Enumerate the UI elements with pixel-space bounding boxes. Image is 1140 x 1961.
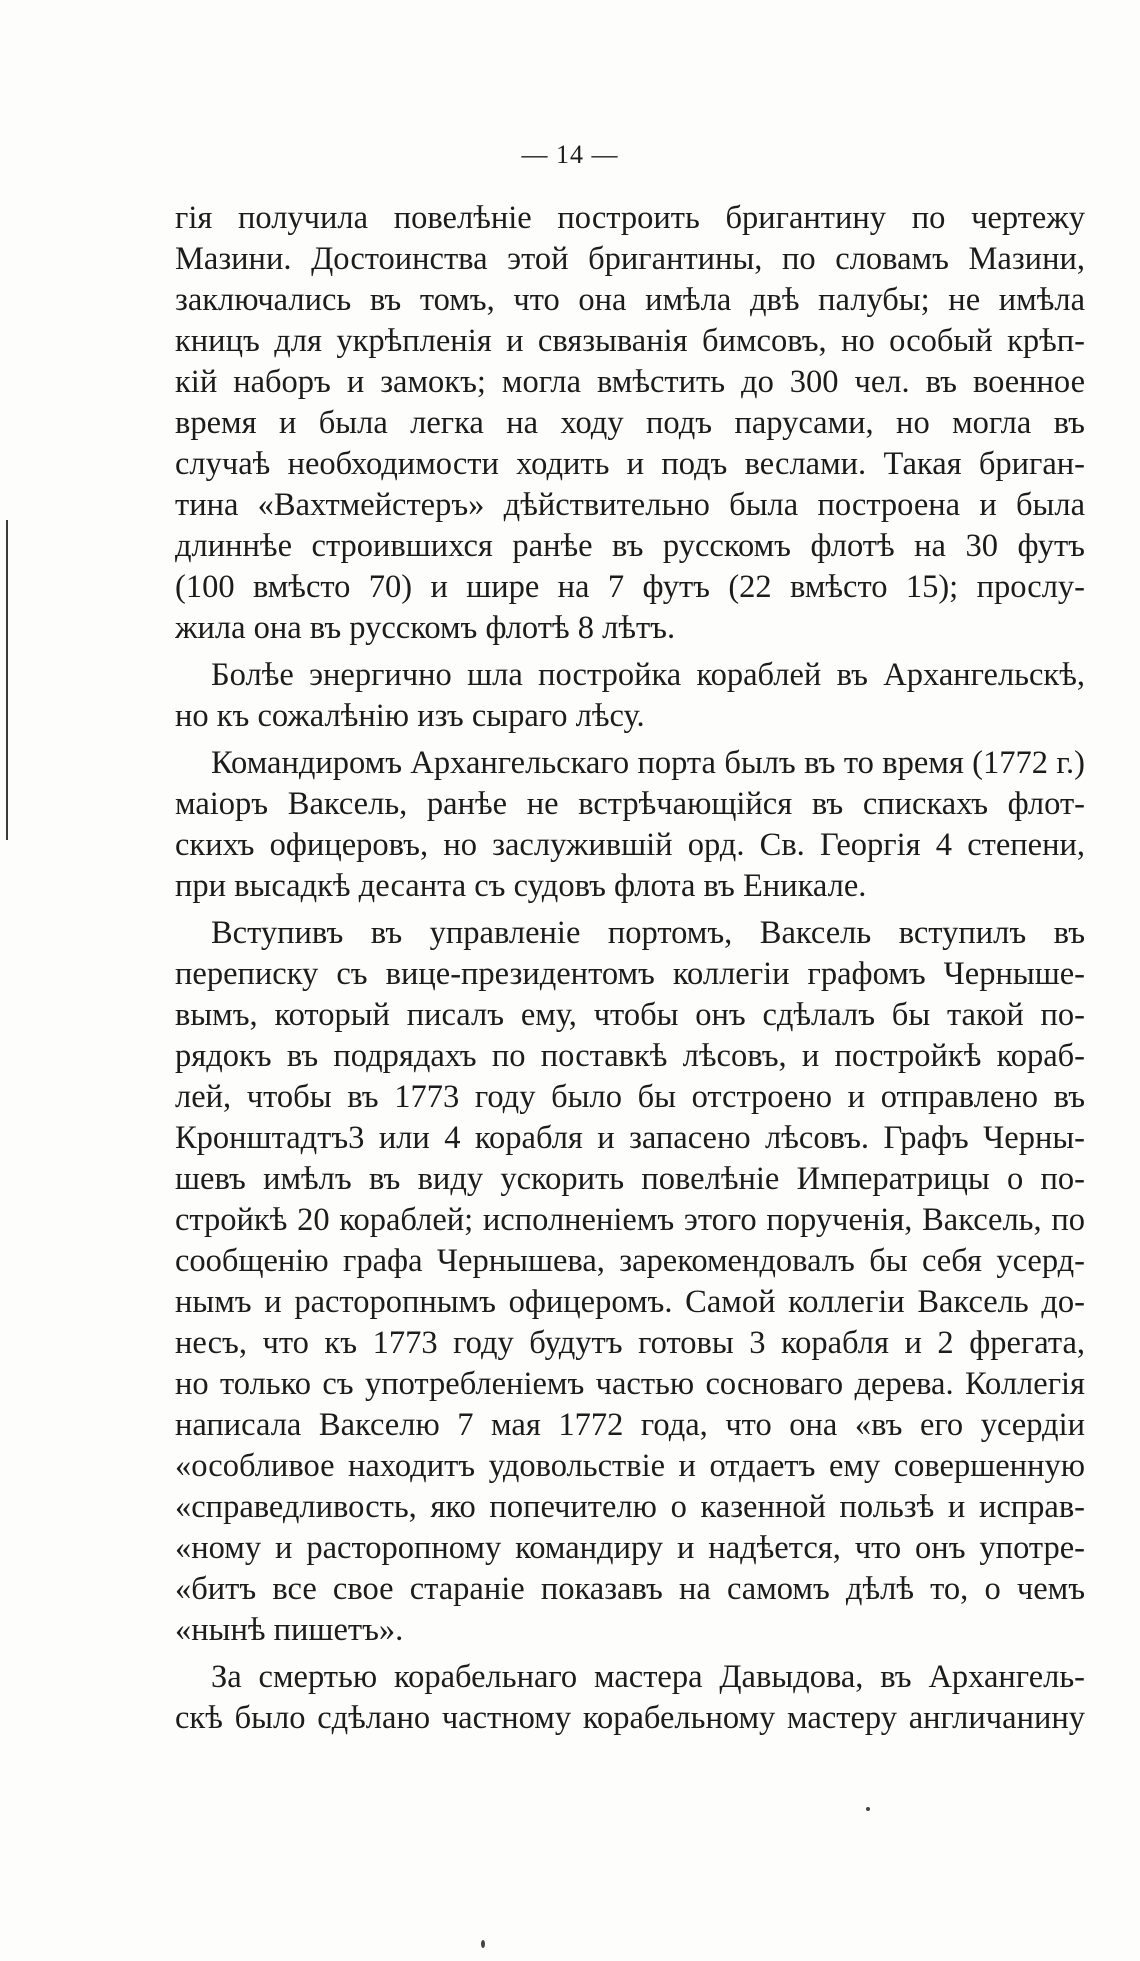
paragraph-1: [175, 198, 1085, 649]
text-line: За смертью корабельнаго мастера Давыдова, въ Архангель-: [211, 1659, 1085, 1695]
text-line: заключались въ томъ, что она имѣла двѣ палубы; не имѣла: [175, 282, 1085, 318]
text-line: сообщенію графа Чернышева, зарекомендовалъ бы себя усерд-: [175, 1243, 1085, 1279]
scan-speck: [481, 1940, 485, 1948]
text-line: «особливое находитъ удовольствіе и отдаетъ ему совершенную: [175, 1448, 1085, 1484]
text-line: тина «Вахтмейстеръ» дѣйствительно была построена и была: [175, 487, 1085, 523]
text-line: скихъ офицеровъ, но заслужившій орд. Св. Георгія 4 степени,: [175, 827, 1085, 863]
text-line: Кронштадтъ3 или 4 корабля и запасено лѣсовъ. Графъ Черны-: [175, 1120, 1085, 1156]
text-line: стройкѣ 20 кораблей; исполненіемъ этого порученія, Ваксель, по: [175, 1202, 1085, 1238]
text-line: кій наборъ и замокъ; могла вмѣстить до 300 чел. въ военное: [175, 364, 1085, 400]
text-line: «нынѣ пишетъ».: [175, 1612, 404, 1648]
text-line: маіоръ Ваксель, ранѣе не встрѣчающійся въ спискахъ флот-: [175, 786, 1085, 822]
scan-edge-line: [6, 520, 8, 840]
text-line: случаѣ необходимости ходить и подъ веслами. Такая бриган-: [175, 446, 1085, 482]
text-line: «справедливость, яко попечителю о казенной пользѣ и исправ-: [175, 1489, 1085, 1525]
page-number: — 14 —: [521, 140, 619, 169]
paragraph-5: [175, 1657, 1085, 1739]
text-line: но къ сожалѣнію изъ сыраго лѣсу.: [175, 698, 645, 734]
text-line: нымъ и расторопнымъ офицеромъ. Самой коллегіи Ваксель до-: [175, 1284, 1085, 1320]
paragraph-2: [175, 655, 1085, 737]
text-line: при высадкѣ десанта съ судовъ флота въ Еникале.: [175, 868, 867, 904]
text-line: гія получила повелѣніе построить бригантину по чертежу: [175, 200, 1085, 236]
text-line: жила она въ русскомъ флотѣ 8 лѣтъ.: [175, 610, 676, 646]
text-line: «ному и расторопному командиру и надѣется, что онъ употре-: [175, 1530, 1085, 1566]
text-line: переписку съ вице-президентомъ коллегіи графомъ Черныше-: [175, 956, 1085, 992]
text-line: рядокъ въ подрядахъ по поставкѣ лѣсовъ, и постройкѣ кораб-: [175, 1038, 1085, 1074]
scan-speck: [866, 1807, 870, 1811]
page-body: [175, 198, 1085, 1745]
text-line: время и была легка на ходу подъ парусами, но могла въ: [175, 405, 1085, 441]
text-line: написала Вакселю 7 мая 1772 года, что она «въ его усердіи: [175, 1407, 1085, 1443]
text-line: кницъ для укрѣпленія и связыванія бимсовъ, но особый крѣп-: [175, 323, 1085, 359]
text-line: несъ, что къ 1773 году будутъ готовы 3 корабля и 2 фрегата,: [175, 1325, 1085, 1361]
paragraph-4: [175, 913, 1085, 1651]
text-line: шевъ имѣлъ въ виду ускорить повелѣніе Императрицы о по-: [175, 1161, 1085, 1197]
paragraph-3: [175, 743, 1085, 907]
text-line: но только съ употребленіемъ частью сосноваго дерева. Коллегія: [175, 1366, 1085, 1402]
text-line: Командиромъ Архангельскаго порта былъ въ то время (1772 г.): [211, 745, 1085, 781]
text-line: лей, чтобы въ 1773 году было бы отстроено и отправлено въ: [175, 1079, 1085, 1115]
text-line: вымъ, который писалъ ему, чтобы онъ сдѣлалъ бы такой по-: [175, 997, 1085, 1033]
text-line: «битъ все свое стараніе показавъ на самомъ дѣлѣ то, о чемъ: [175, 1571, 1085, 1607]
text-line: (100 вмѣсто 70) и шире на 7 футъ (22 вмѣсто 15); прослу-: [175, 569, 1085, 605]
text-line: Болѣе энергично шла постройка кораблей въ Архангельскѣ,: [211, 657, 1085, 693]
text-line: скѣ было сдѣлано частному корабельному мастеру англичанину: [175, 1700, 1085, 1736]
text-line: длиннѣе строившихся ранѣе въ русскомъ флотѣ на 30 футъ: [175, 528, 1085, 564]
text-line: Вступивъ въ управленіе портомъ, Ваксель вступилъ въ: [211, 915, 1085, 951]
text-line: Мазини. Достоинства этой бригантины, по словамъ Мазини,: [175, 241, 1085, 277]
